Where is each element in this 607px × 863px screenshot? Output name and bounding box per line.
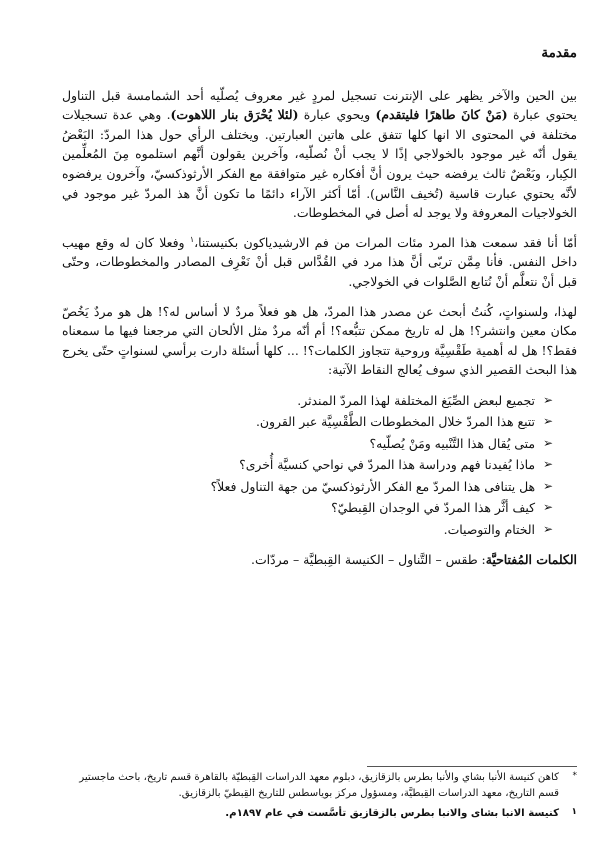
list-item — [62, 390, 553, 412]
p1-text-b: ويحوي عبارة — [298, 107, 376, 123]
point-text: هل يتنافى هذا المردّ مع الفكر الأرثوذكسيّ من جهة التناول فعلاً؟ — [210, 478, 535, 494]
paragraph-3: لهذا، ولسنواتٍ، كُنتُ أبحث عن مصدر هذا المردّ، هل هو فعلاً مردٌ لا أساس له؟! هل هو مردٌ يَخُصّ مكان معين وانتشر؟! هل له تاريخ ممكن تتبُّعه؟! أم أنّه مردٌ مثل الألحان التي مرجعنا فيها ما سمعناه فقط؟! هل له أهمية طَقْسِيَّة وروحية تتجاوز الكلمات؟! ... كلها أسئلة دارت برأسي لسنواتٍ حتّى يخرج هذا البحث القصير الذي سوف يُعالج النقاط الآتية: — [62, 303, 577, 378]
arrow-bullet-icon: ➢ — [542, 392, 553, 407]
p2-text-b: وفعلا كان له وقع مهيب داخل النفس. فأنا مِمَّن تربّى أنَّ هذا مرد في القُدَّاس قبل أنْ نَعْرِف المصادر والمخطوطات، وحتّى قبل أنْ نتعلَّم أنْ نُتابع الصَّلوات في الخولاجي. — [62, 234, 577, 289]
arrow-bullet-icon: ➢ — [542, 457, 553, 472]
point-text: تجميع لبعض الصِّيَغ المختلفة لهذا المردّ المندثر. — [297, 392, 535, 408]
list-item — [62, 497, 553, 519]
footnote-text: كاهن كنيسة الأنبا بشاي والأنبا بطرس بالزقازيق، دبلوم معهد الدراسات القِبطيّة بالقاهرة قسم تاريخ، باحث ماجستير قسم التاريخ، معهد الدراسات القِبطيَّة، ومسؤول مركز بوياسطس للتاريخ القِبطيّ بالزقازيق. — [79, 772, 559, 799]
arrow-bullet-icon: ➢ — [542, 500, 553, 515]
arrow-bullet-icon: ➢ — [542, 521, 553, 536]
p1-text-c: . وهي عدة تسجيلات مختلفة في المحتوى الا انها كلها تتفق على هاتين العبارتين. ويختلف الرأي حول هذا المردّ: البَعْضُ يقول أنّه غير موجود بالخولاجي إذًا لا يجب أنْ نُصلّيه، وآخرين يقولون أنَّهم استلموه مِنَ المُعلِّمين الكِبار، وبَعْضٌ ثالث يرفضه حيث يرون أنَّ أفكاره غير متوافقة مع الفكر الأرثوذكسيّ، وآخرون يرفضوه لأنَّه يحتوي عبارت قاسية (تُخيف النَّاس). أمّا أكثر الآراء دائمًا ما تكون أنَّ هذ المردّ غير موجود في الخولاجيات المعروفة ولا يوجد له أصل في المخطوطات. — [62, 107, 577, 221]
footnote-author — [62, 770, 577, 802]
keywords-line — [62, 550, 577, 570]
p1-bold-phrase-1: (مَنْ كانَ طاهرًا فليتقدم) — [375, 107, 508, 123]
points-list — [62, 390, 577, 541]
list-item — [62, 476, 553, 498]
arrow-bullet-icon: ➢ — [542, 435, 553, 450]
list-item — [62, 411, 553, 433]
p1-text-a: بين الحين والآخر يظهر على الإنترنت تسجيل لمردٍ غير معروف يُصلّيه أحد الشمامسة قبل التناول يحتوي عبارة — [62, 87, 577, 123]
article-body — [62, 44, 577, 580]
point-text: كيف أثَّر هذا المردّ في الوجدان القِبطيّ؟ — [331, 500, 535, 516]
point-text: ماذا يُفيدنا فهم ودراسة هذا المردّ في نواحي كنسيَّة أُخرى؟ — [239, 457, 535, 473]
keywords-label: الكلمات المُفتاحيَّة — [485, 552, 577, 568]
point-text: متى يُقال هذا التَّنْبيه ومَنْ يُصلّيه؟ — [369, 435, 535, 451]
point-text: تتبع هذا المردّ خلال المخطوطات الطَّقْسِيَّة عبر القرون. — [255, 414, 535, 430]
p1-bold-phrase-2: (لئلا يُحْرَق بنار اللاهوت) — [170, 107, 299, 123]
footnote-mark: ١ — [571, 807, 577, 817]
point-text: الختام والتوصيات. — [443, 521, 535, 537]
list-item — [62, 519, 553, 541]
arrow-bullet-icon: ➢ — [542, 478, 553, 493]
footnote-divider — [367, 766, 577, 767]
footnote-mark: * — [572, 771, 577, 781]
list-item — [62, 454, 553, 476]
footnote-ref-1[interactable]: ١ — [189, 234, 195, 244]
section-heading: مقدمة — [541, 45, 577, 61]
paragraph-2 — [62, 233, 577, 292]
footnotes — [62, 770, 577, 826]
arrow-bullet-icon: ➢ — [542, 414, 553, 429]
keywords-text: : طقس – التَّناول – الكنيسة القِبطيَّة – مردّات. — [251, 552, 486, 568]
paragraph-1 — [62, 86, 577, 223]
footnote-text: كنيسة الانبا بشاى والانبا بطرس بالزقازيق تأسَّست في عام ١٨٩٧م. — [225, 808, 559, 819]
p2-text-a: أمّا أنا فقد سمعت هذا المرد مئات المرات من فم الارشيدياكون بكنيستنا، — [194, 234, 577, 250]
footnote-1 — [62, 806, 577, 822]
list-item — [62, 433, 553, 455]
